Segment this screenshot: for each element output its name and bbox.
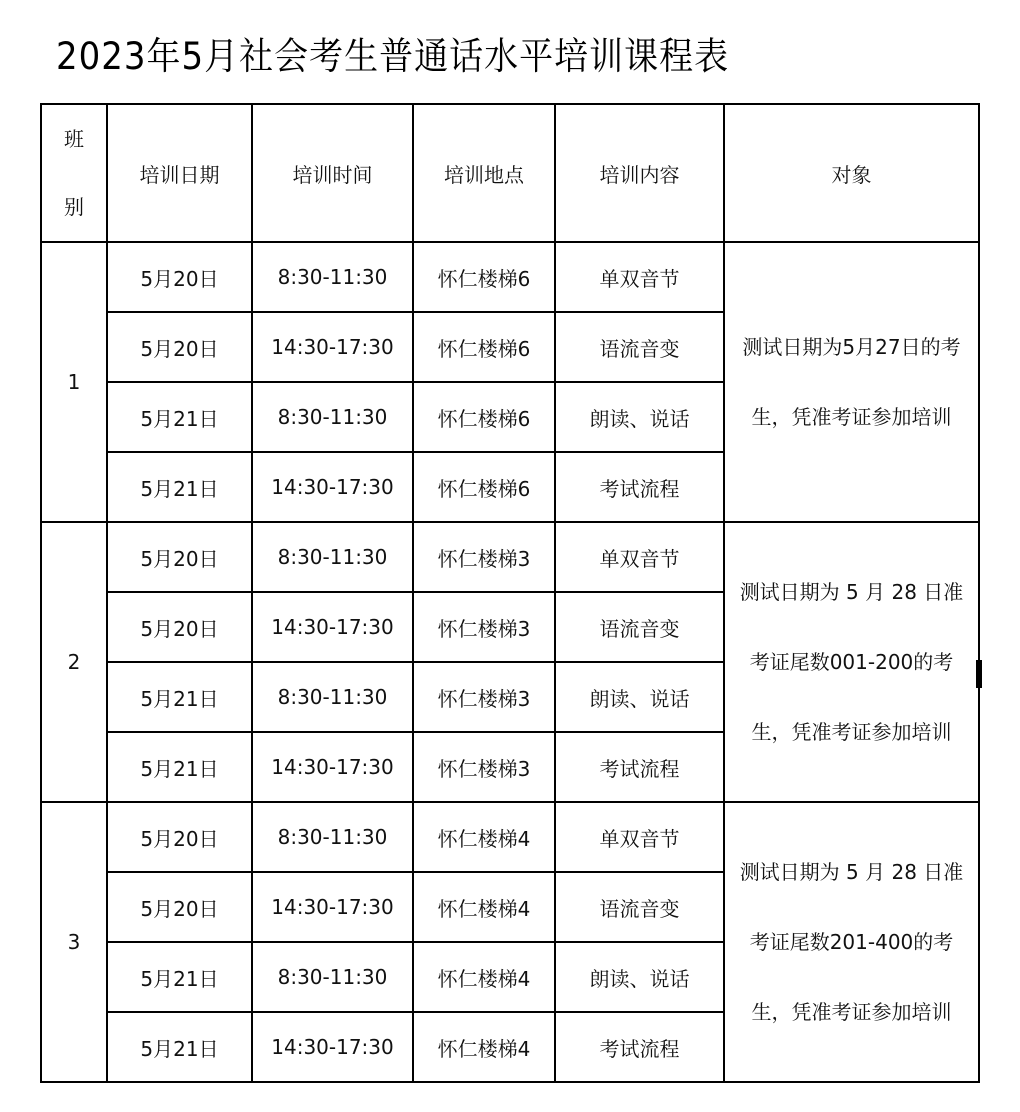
content-cell: 考试流程 [555, 732, 724, 802]
header-date: 培训日期 [107, 104, 252, 242]
header-class-bottom: 别 [64, 195, 84, 219]
date-cell: 5月20日 [107, 592, 252, 662]
time-cell: 14:30-17:30 [252, 452, 413, 522]
time-cell: 14:30-17:30 [252, 732, 413, 802]
schedule-table [40, 103, 980, 1083]
location-cell: 怀仁楼梯3 [413, 522, 555, 592]
table-row [41, 242, 979, 312]
content-cell: 考试流程 [555, 452, 724, 522]
location-cell: 怀仁楼梯6 [413, 312, 555, 382]
header-time: 培训时间 [252, 104, 413, 242]
date-cell: 5月20日 [107, 802, 252, 872]
class-cell: 2 [41, 522, 107, 802]
location-cell: 怀仁楼梯3 [413, 592, 555, 662]
location-cell: 怀仁楼梯4 [413, 1012, 555, 1082]
header-class-top: 班 [64, 127, 84, 151]
date-cell: 5月20日 [107, 312, 252, 382]
date-cell: 5月21日 [107, 452, 252, 522]
content-cell: 语流音变 [555, 592, 724, 662]
date-cell: 5月21日 [107, 942, 252, 1012]
time-cell: 8:30-11:30 [252, 242, 413, 312]
date-cell: 5月21日 [107, 382, 252, 452]
header-content: 培训内容 [555, 104, 724, 242]
content-cell: 单双音节 [555, 242, 724, 312]
location-cell: 怀仁楼梯3 [413, 662, 555, 732]
content-cell: 朗读、说话 [555, 382, 724, 452]
time-cell: 8:30-11:30 [252, 662, 413, 732]
content-cell: 单双音节 [555, 522, 724, 592]
date-cell: 5月21日 [107, 1012, 252, 1082]
content-cell: 朗读、说话 [555, 662, 724, 732]
time-cell: 8:30-11:30 [252, 802, 413, 872]
page-title: 2023年5月社会考生普通话水平培训课程表 [56, 34, 730, 79]
content-cell: 考试流程 [555, 1012, 724, 1082]
table-row [41, 522, 979, 592]
content-cell: 朗读、说话 [555, 942, 724, 1012]
header-location: 培训地点 [413, 104, 555, 242]
date-cell: 5月21日 [107, 732, 252, 802]
time-cell: 14:30-17:30 [252, 872, 413, 942]
class-cell: 3 [41, 802, 107, 1082]
content-cell: 语流音变 [555, 872, 724, 942]
table-row [41, 802, 979, 872]
time-cell: 8:30-11:30 [252, 522, 413, 592]
location-cell: 怀仁楼梯6 [413, 452, 555, 522]
header-class [41, 104, 107, 242]
location-cell: 怀仁楼梯6 [413, 382, 555, 452]
location-cell: 怀仁楼梯6 [413, 242, 555, 312]
location-cell: 怀仁楼梯4 [413, 802, 555, 872]
date-cell: 5月20日 [107, 242, 252, 312]
class-cell: 1 [41, 242, 107, 522]
date-cell: 5月20日 [107, 522, 252, 592]
target-cell: 测试日期为5月27日的考生，凭准考证参加培训 [724, 242, 979, 522]
date-cell: 5月20日 [107, 872, 252, 942]
location-cell: 怀仁楼梯4 [413, 942, 555, 1012]
location-cell: 怀仁楼梯4 [413, 872, 555, 942]
time-cell: 14:30-17:30 [252, 312, 413, 382]
content-cell: 语流音变 [555, 312, 724, 382]
time-cell: 14:30-17:30 [252, 1012, 413, 1082]
date-cell: 5月21日 [107, 662, 252, 732]
target-cell: 测试日期为 5 月 28 日准考证尾数201-400的考生，凭准考证参加培训 [724, 802, 979, 1082]
edge-mark-decoration [976, 660, 982, 688]
time-cell: 8:30-11:30 [252, 942, 413, 1012]
location-cell: 怀仁楼梯3 [413, 732, 555, 802]
header-target: 对象 [724, 104, 979, 242]
time-cell: 8:30-11:30 [252, 382, 413, 452]
target-cell: 测试日期为 5 月 28 日准考证尾数001-200的考生，凭准考证参加培训 [724, 522, 979, 802]
content-cell: 单双音节 [555, 802, 724, 872]
time-cell: 14:30-17:30 [252, 592, 413, 662]
header-row [41, 104, 979, 242]
